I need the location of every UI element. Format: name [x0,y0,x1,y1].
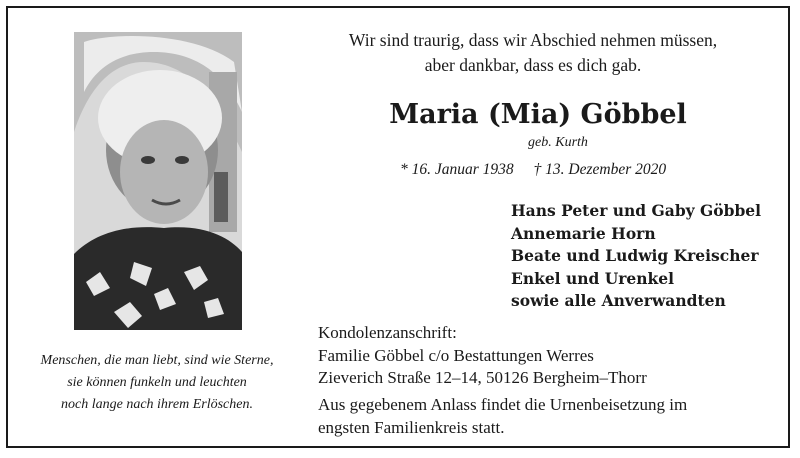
motto-line: sie können funkeln und leuchten [67,375,247,390]
address-line: Zieverich Straße 12–14, 50126 Bergheim–Thorr [318,368,647,387]
mourner-line: Annemarie Horn [511,223,656,243]
address-line: Familie Göbbel c/o Bestattungen Werres [318,345,594,365]
note-line: Aus gegebenem Anlass findet die Urnenbeisetzung im [318,395,688,414]
mourner-line: Hans Peter und Gaby Göbbel [511,201,762,220]
death-date: † 13. Dezember 2020 [533,161,667,178]
mourner-line: Beate und Ludwig Kreischer [511,246,759,265]
birth-name: geb. Kurth [528,135,588,150]
condolence-address [318,322,647,390]
address-label: Kondolenzanschrift: [318,323,457,342]
obituary-frame [6,6,790,448]
mourner-line: sowie alle Anverwandten [511,291,726,310]
deceased-name: Maria (Mia) Göbbel [389,99,687,130]
motto-quote [16,350,298,416]
intro-text [302,28,764,78]
life-dates [400,160,666,180]
mourner-line: Enkel und Urenkel [511,268,675,288]
funeral-note [318,394,687,439]
birth-date: * 16. Januar 1938 [400,161,514,178]
motto-line: noch lange nach ihrem Erlöschen. [61,397,253,412]
mourners-list [511,200,761,313]
intro-line: Wir sind traurig, dass wir Abschied nehmen müssen, [348,30,718,50]
portrait-photo [74,32,242,330]
motto-line: Menschen, die man liebt, sind wie Sterne, [40,353,274,368]
note-line: engsten Familienkreis statt. [318,417,505,437]
intro-line: aber dankbar, dass es dich gab. [424,55,642,75]
